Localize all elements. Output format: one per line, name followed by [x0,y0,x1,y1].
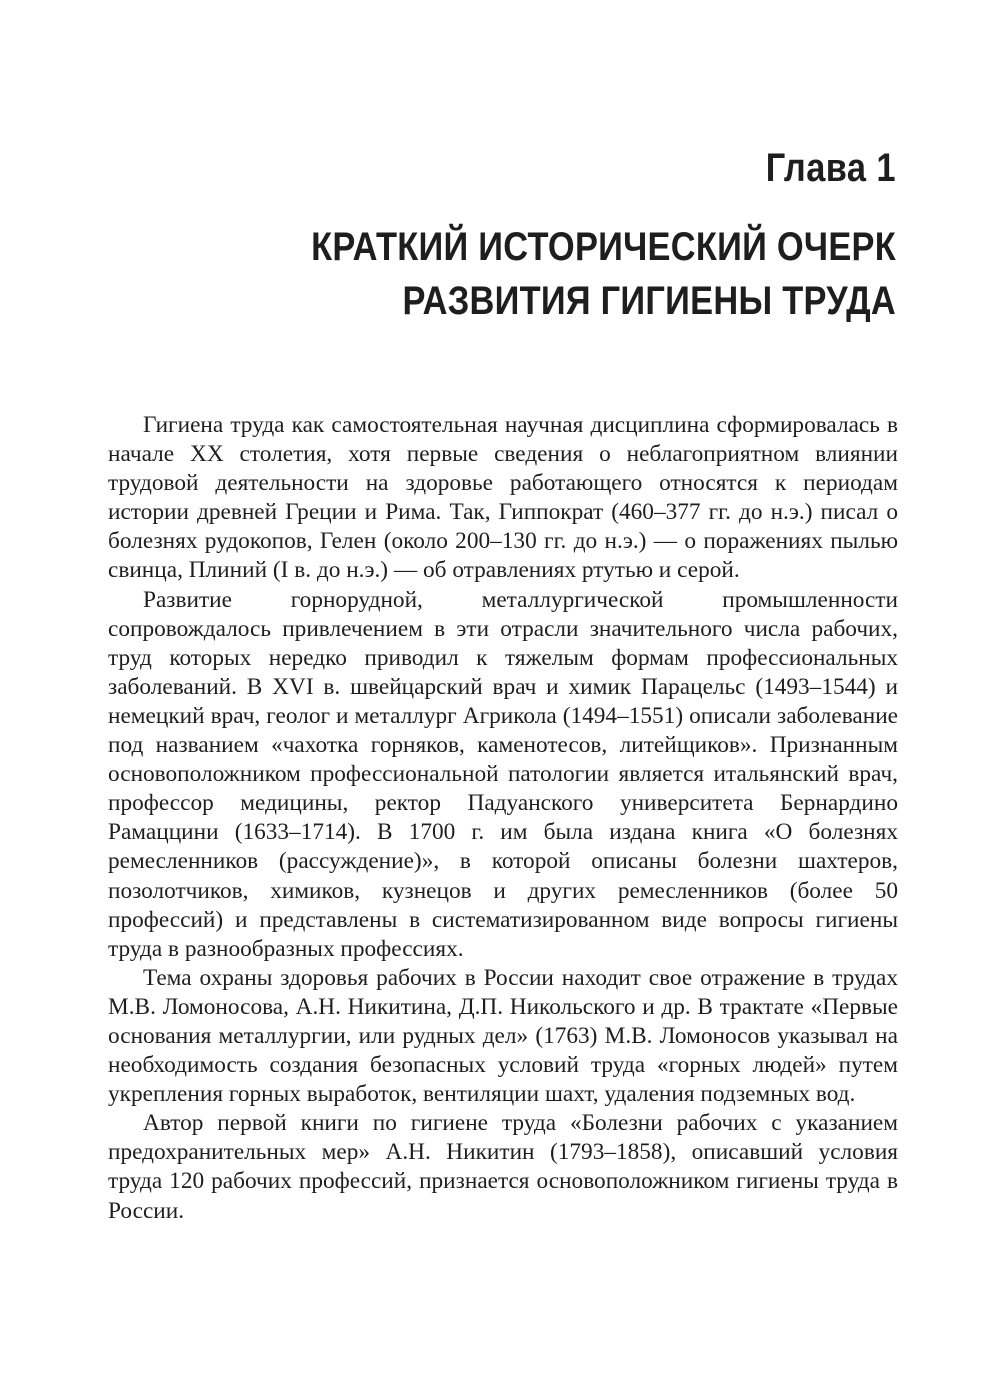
chapter-heading [96,140,896,328]
chapter-title [96,220,896,328]
paragraph: Гигиена труда как самостоятельная научная дисциплина сформировалась в начале XX столетия, хотя первые сведения о неблагоприятном влиянии трудовой деятельности на здоровье работающего относятся к периодам истории древней Греции и Рима. Так, Гиппократ (460–377 гг. до н.э.) писал о болезнях рудокопов, Гелен (около 200–130 гг. до н.э.) — о поражениях пылью свинца, Плиний (I в. до н.э.) — об отравлениях ртутью и серой. [108,412,898,584]
chapter-number: Глава 1 [765,146,896,190]
chapter-body [108,411,898,1226]
paragraph: Тема охраны здоровья рабочих в России находит свое отражение в трудах М.В. Ломоносова, А.Н. Никитина, Д.П. Никольского и др. В трактате «Первые основания металлургии, или рудных дел» (1763) М.В. Ломоносов указывал на необходимость создания безопасных условий труда «горных людей» путем укрепления горных выработок, вентиляции шахт, удаления подземных вод. [108,964,898,1108]
paragraph: Автор первой книги по гигиене труда «Болезни рабочих с указанием предохранительных мер» А.Н. Никитин (1793–1858), описавший условия труда 120 рабочих профессий, признается основоположником гигиены труда в России. [108,1110,898,1224]
chapter-title-line: РАЗВИТИЯ ГИГИЕНЫ ТРУДА [402,279,896,323]
chapter-title-line: КРАТКИЙ ИСТОРИЧЕСКИЙ ОЧЕРК [311,225,897,269]
paragraph: Развитие горнорудной, металлургической промышленности сопровождалось привлечением в эти отрасли значительного числа рабочих, труд которых нередко приводил к тяжелым формам профессиональных заболеваний. В XVI в. швейцарский врач и химик Парацельс (1493–1544) и немецкий врач, геолог и металлург Агрикола (1494–1551) описали заболевание под названием «чахотка горняков, каменотесов, литейщиков». Признанным основоположником профессиональной патологии является итальянский врач, профессор медицины, ректор Падуанского университета Бернардино Рамаццини (1633–1714). В 1700 г. им была издана книга «О болезнях ремесленников (рассуждение)», в которой описаны болезни шахтеров, позолотчиков, химиков, кузнецов и других ремесленников (более 50 профессий) и представлены в систематизированном виде вопросы гигиены труда в разнообразных профессиях. [108,586,898,962]
